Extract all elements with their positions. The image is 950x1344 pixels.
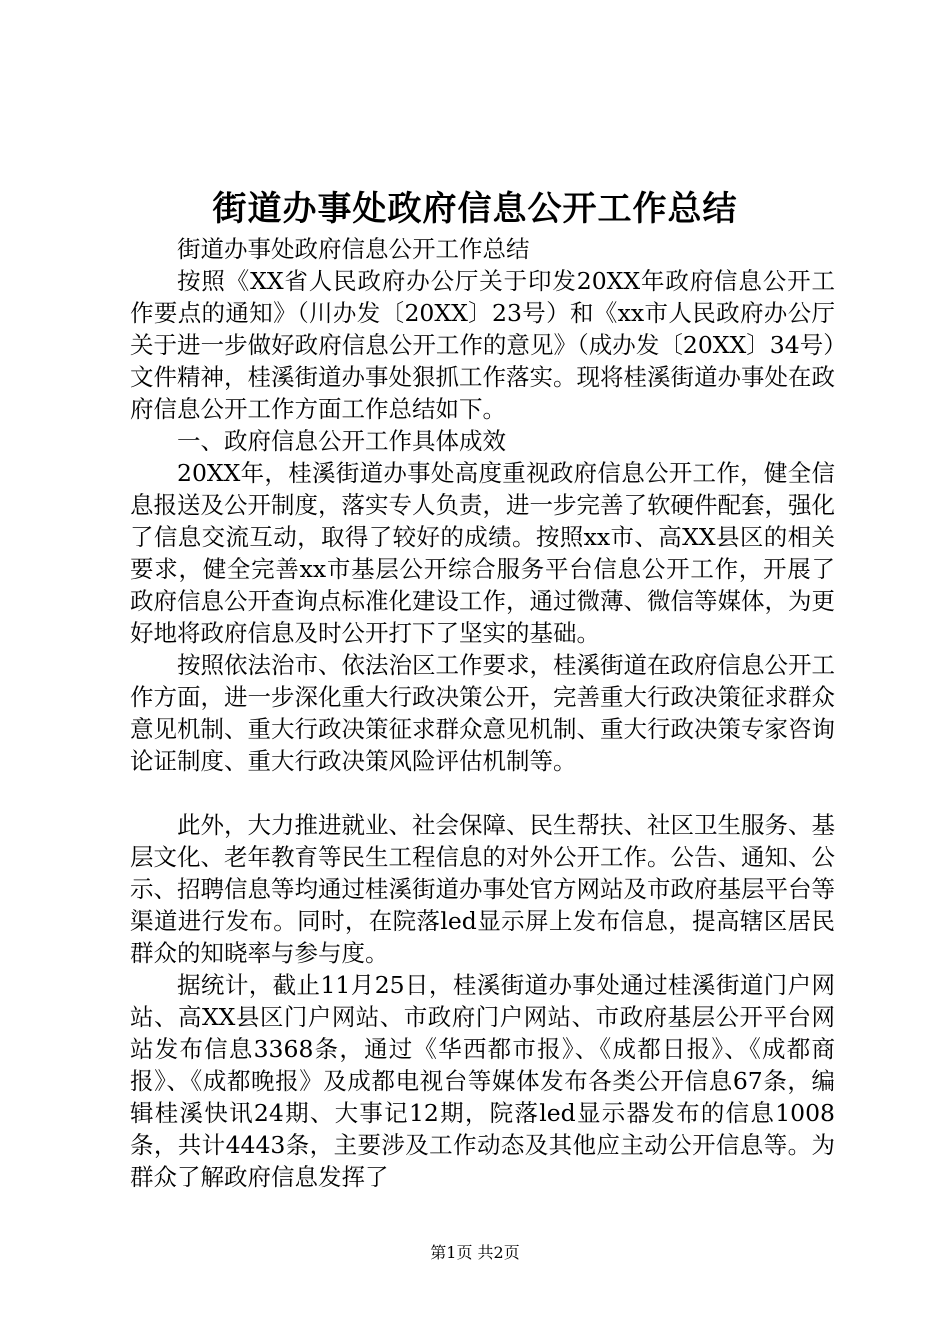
paragraph-subtitle: 街道办事处政府信息公开工作总结: [177, 235, 530, 263]
page-footer: 第1页 共2页: [430, 1243, 520, 1262]
paragraph-achievements: 20XX年，桂溪街道办事处高度重视政府信息公开工作，健全信息报送及公开制度，落实专人负责，进一步完善了软硬件配套，强化了信息交流互动，取得了较好的成绩。按照xx市、高XX县区的相关要求，健全完善xx市基层公开综合服务平台信息公开工作，开展了政府信息公开查询点标准化建设工作，通过微薄、微信等媒体，为更好地将政府信息及时公开打下了坚实的基础。: [130, 459, 835, 647]
document-title: 街道办事处政府信息公开工作总结: [212, 189, 738, 229]
section-heading: 一、政府信息公开工作具体成效: [177, 427, 506, 455]
paragraph-livelihood: 此外，大力推进就业、社会保障、民生帮扶、社区卫生服务、基层文化、老年教育等民生工程信息的对外公开工作。公告、通知、公示、招聘信息等均通过桂溪街道办事处官方网站及市政府基层平台等渠道进行发布。同时，在院落led显示屏上发布信息，提高辖区居民群众的知晓率与参与度。: [130, 811, 835, 967]
document-body: [130, 233, 835, 1193]
paragraph-statistics: 据统计，截止11月25日，桂溪街道办事处通过桂溪街道门户网站、高XX县区门户网站、市政府门户网站、市政府基层公开平台网站发布信息3368条，通过《华西都市报》、《成都日报》、《成都商报》、《成都晚报》及成都电视台等媒体发布各类公开信息67条，编辑桂溪快讯24期、大事记12期，院落led显示器发布的信息1008条，共计4443条，主要涉及工作动态及其他应主动公开信息等。为群众了解政府信息发挥了: [130, 971, 835, 1191]
paragraph-intro: 按照《XX省人民政府办公厅关于印发20XX年政府信息公开工作要点的通知》（川办发〔20XX〕23号）和《xx市人民政府办公厅关于进一步做好政府信息公开工作的意见》（成办发〔20XX〕34号）文件精神，桂溪街道办事处狠抓工作落实。现将桂溪街道办事处在政府信息公开工作方面工作总结如下。: [130, 267, 835, 423]
paragraph-legal: 按照依法治市、依法治区工作要求，桂溪街道在政府信息公开工作方面，进一步深化重大行政决策公开，完善重大行政决策征求群众意见机制、重大行政决策征求群众意见机制、重大行政决策专家咨询论证制度、重大行政决策风险评估机制等。: [130, 651, 835, 775]
